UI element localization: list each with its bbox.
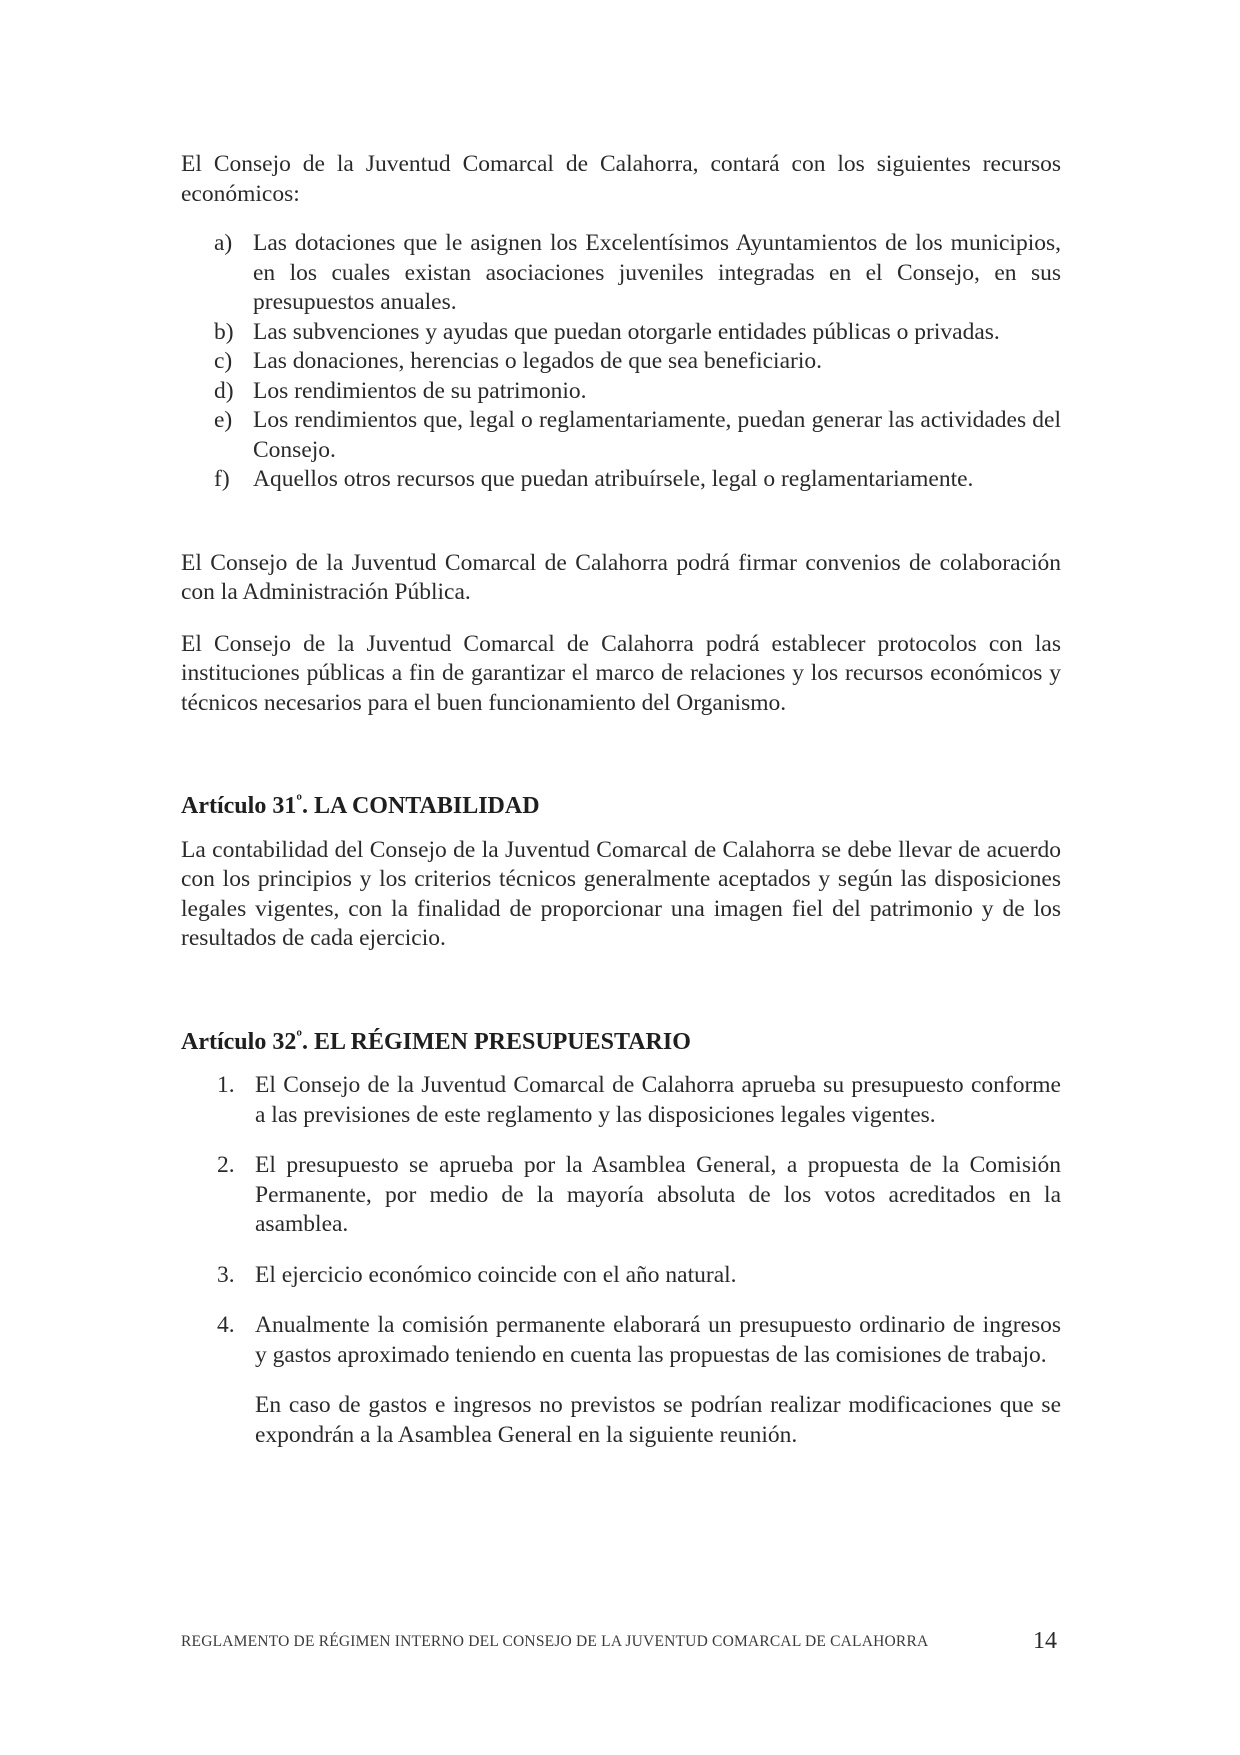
list-item [181,1261,1061,1291]
article-31-heading [181,786,1061,822]
article-title: . EL RÉGIMEN PRESUPUESTARIO [301,1028,691,1055]
list-item-text: El presupuesto se aprueba por la Asamblea General, a propuesta de la Comisión Permanente, por medio de la mayoría absoluta de los votos acreditados en la asamblea. [255,1152,1061,1237]
article-label: Artículo 31 [181,793,297,819]
list-marker: b) [214,318,234,345]
list-marker: 2. [217,1152,235,1178]
convenios-paragraph: El Consejo de la Juventud Comarcal de Calahorra podrá firmar convenios de colaboración con la Administración Pública. [181,549,1061,605]
list-marker: 3. [217,1261,235,1288]
list-marker: a) [214,230,233,256]
list-item [181,1311,1061,1450]
page-footer: REGLAMENTO DE RÉGIMEN INTERNO DEL CONSEJO DE LA JUVENTUD COMARCAL DE CALAHORRA [181,1633,929,1650]
list-marker: e) [214,407,233,433]
list-item [181,318,1061,348]
list-item-text: Los rendimientos de su patrimonio. [253,377,587,404]
article-title: . LA CONTABILIDAD [301,793,540,819]
list-item-text: Los rendimientos que, legal o reglamentariamente, puedan generar las actividades del Consejo. [253,407,1061,463]
page-content [181,150,1061,1471]
list-marker: 1. [217,1072,235,1098]
list-item-text: Aquellos otros recursos que puedan atribuírsele, legal o reglamentariamente. [253,466,974,492]
resources-list [181,229,1061,495]
article-label: Artículo 32 [181,1028,297,1055]
list-item-text: Anualmente la comisión permanente elaborará un presupuesto ordinario de ingresos y gastos aproximado teniendo en cuenta las propuestas de las comisiones de trabajo. [255,1312,1061,1368]
ordinal-mark: º [296,791,302,810]
list-marker: f) [214,466,230,492]
list-item-text: Las subvenciones y ayudas que puedan otorgarle entidades públicas o privadas. [253,318,1000,345]
list-marker: 4. [217,1312,235,1338]
article-31-body: La contabilidad del Consejo de la Juventud Comarcal de Calahorra se debe llevar de acuerdo con los principios y los criterios técnicos generalmente aceptados y según las disposiciones legales vigentes, con la finalidad de proporcionar una imagen fiel del patrimonio y de los resultados de cada ejercicio. [181,836,1061,951]
list-item-subparagraph: En caso de gastos e ingresos no previstos se podrían realizar modificaciones que se expondrán a la Asamblea General en la siguiente reunión. [255,1392,1061,1448]
list-item [181,1151,1061,1240]
list-item [181,1071,1061,1130]
protocolos-paragraph: El Consejo de la Juventud Comarcal de Calahorra podrá establecer protocolos con las instituciones públicas a fin de garantizar el marco de relaciones y los recursos económicos y técnicos necesarios para el buen funcionamiento del Organismo. [181,630,1061,716]
list-item [181,347,1061,377]
list-item-text: El Consejo de la Juventud Comarcal de Calahorra aprueba su presupuesto conforme a las previsiones de este reglamento y las disposiciones legales vigentes. [255,1072,1061,1128]
list-item-text: El ejercicio económico coincide con el año natural. [255,1261,737,1288]
page-number: 14 [1033,1628,1057,1654]
list-item [181,465,1061,495]
article-32-heading [181,1022,1061,1058]
list-item [181,377,1061,407]
list-marker: c) [214,348,233,374]
intro-paragraph: El Consejo de la Juventud Comarcal de Calahorra, contará con los siguientes recursos económicos: [181,151,1061,207]
list-item [181,406,1061,465]
ordinal-mark: º [296,1026,302,1046]
list-item [181,229,1061,318]
list-item-text: Las donaciones, herencias o legados de que sea beneficiario. [253,348,822,374]
list-marker: d) [214,377,234,404]
budget-rules-list [181,1071,1061,1450]
list-item-text: Las dotaciones que le asignen los Excelentísimos Ayuntamientos de los municipios, en los cuales existan asociaciones juveniles integradas en el Consejo, en sus presupuestos anuales. [253,230,1061,315]
